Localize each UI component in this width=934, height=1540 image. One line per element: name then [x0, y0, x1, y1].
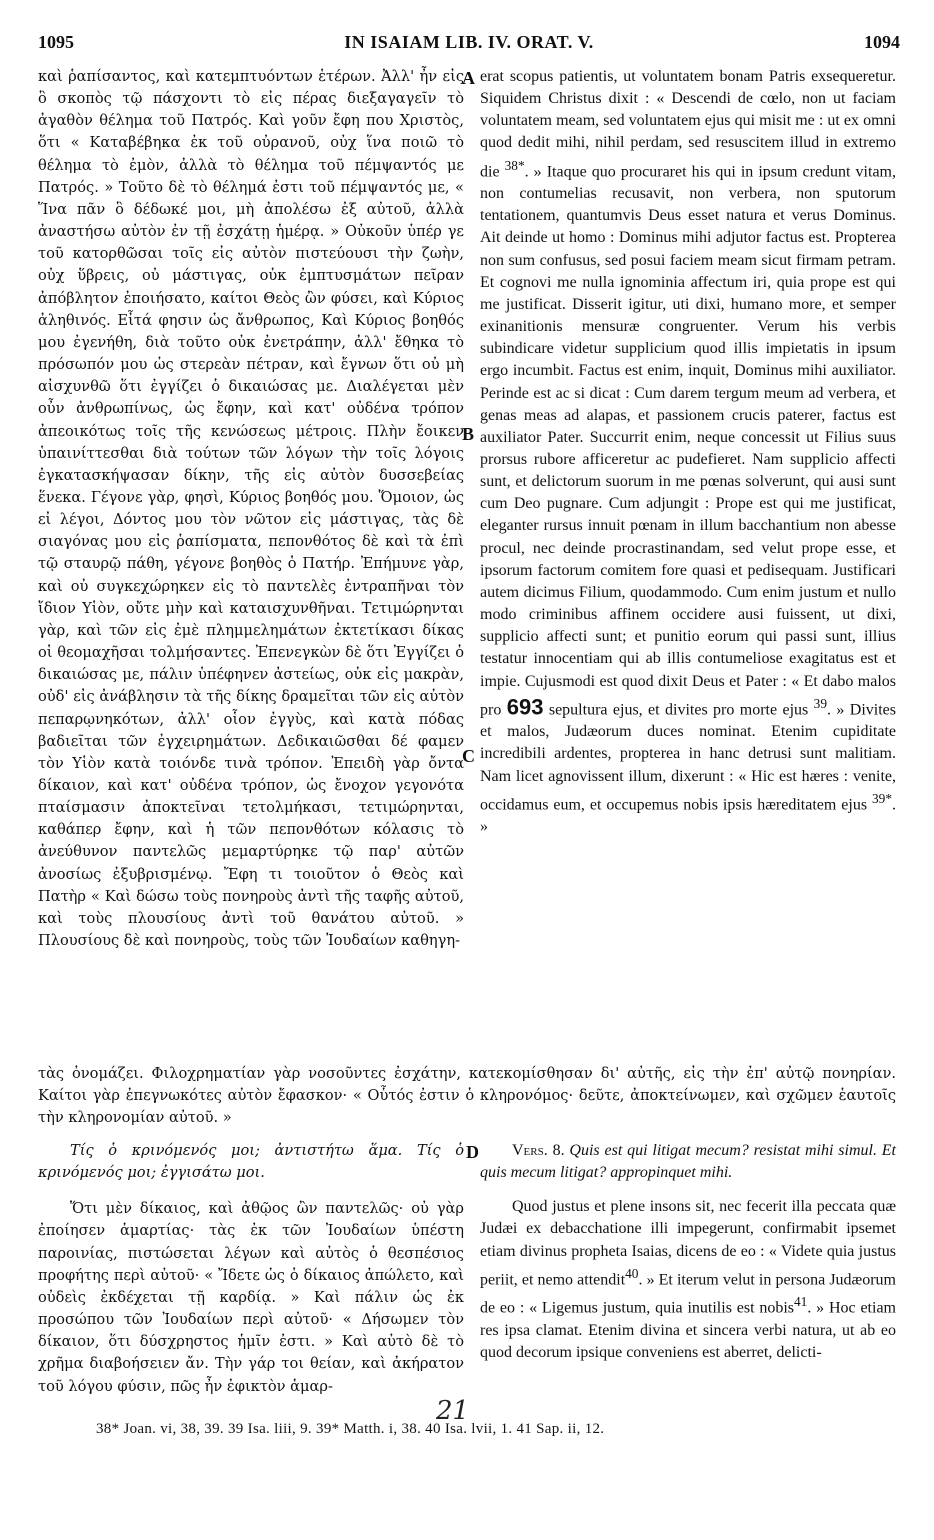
verse-number: Vers. 8. — [512, 1142, 565, 1159]
margin-letter-a: A — [462, 68, 475, 88]
handwritten-page-note: 21 — [436, 1396, 470, 1426]
greek-text-bottom: Ὅτι μὲν δίκαιος, καὶ ἀθῷος ὢν παντελῶς· οὐ γὰρ ἐποίησεν ἁμαρτίας· τὰς ἐκ τῶν Ἰουδαίων ὑπέστη παροινίας, πιστώσεται λέγων καὶ αὐτὸς ὁ θεσπέσιος προφήτης περὶ αὐτοῦ· « Ἴδετε ὡς ὁ δίκαιος ἀπώλετο, καὶ οὐδεὶς ἐκδέχεται τῇ καρδίᾳ. » Καὶ πάλιν ὡς ἐκ προσώπου τῶν Ἰουδαίων περὶ αὐτοῦ· « Δήσωμεν τὸν δίκαιον, ὅτι δύσχρηστος ἡμῖν ἐστι. » Καὶ αὐτὸ δὲ τὸ χρῆμα διαβοήσειεν ἄν. Τὴν γάρ τοι θείαν, καὶ ἀκήρατον τοῦ λόγου φύσιν, πῶς ἦν ἐφικτὸν ἁμαρ- — [38, 1200, 464, 1395]
greek-text-full: τὰς ὀνομάζει. Φιλοχρηματίαν γὰρ νοσοῦντες ἐσχάτην, κατεκομίσθησαν δι' αὐτῆς, εἰς τὴν ἐπ' αὐτῷ πονηρίαν. Καίτοι γὰρ ἐπεγνωκότες αὐτὸν ἔφασκον· « Οὗτός ἐστιν ὁ κληρονόμος· δεῦτε, ἀποκτείνωμεν, καὶ σχῶμεν ἑαυτοῖς τὴν κληρονομίαν αὐτοῦ. » — [38, 1064, 896, 1126]
latin-text-bottom-part-a: Quod justus et plene insons sit, nec fecerit illa peccata quæ Judæi ex debacchatione illi impegerunt, confirmabit ipsemet etiam divinus propheta Isaias, dicens de eo : « Videte quia justus periit, et nemo attendit — [480, 1198, 896, 1289]
column-number-right: 1094 — [864, 32, 900, 52]
latin-text-bottom-part-c: . » Hoc etiam res ipsa clamat. Etenim divina et sincera verbi natura, ut ab eo quod decorum ipsique conveniens est aberret, delicti- — [480, 1299, 896, 1361]
latin-column-top — [480, 66, 896, 838]
latin-column-bottom — [480, 1140, 896, 1364]
greek-verse-lemma: Τίς ὁ κρινόμενός μοι; ἀντιστήτω ἅμα. Τίς ὁ κρινόμενός μοι; ἐγγισάτω μοι. — [38, 1142, 464, 1182]
column-marker: 693 — [506, 694, 544, 720]
latin-text-top-part-c: sepultura ejus, et divites pro morte ejus — [543, 701, 814, 719]
footnote-ref: 41 — [794, 1294, 808, 1310]
footnote-ref: 39* — [872, 790, 892, 806]
latin-verse-line — [480, 1140, 896, 1184]
greek-column-bottom — [38, 1140, 464, 1398]
latin-text-top-part-d: . » Divites et malos, Judæorum duces nominat. Etenim cupiditate incredibili ardentes, propterea in hanc detrusi sunt malitiam. Nam licet agnovissent illum, dixerunt : « Hic est hæres : venite, occidamus eum, et occupemus nobis ipsis hæreditatem ejus — [480, 701, 897, 813]
margin-letter-c: C — [462, 746, 475, 766]
latin-text-top-part-a: erat scopus patientis, ut voluntatem bonam Patris exsequeretur. Siquidem Christus dixit : « Descendi de cœlo, non ut faciam voluntatem meam, sed voluntatem ejus qui misit me : ut ex omni quod dedit mihi, nihil perdam, sed resuscitem illud in extremo die — [480, 68, 896, 180]
footnotes: 38* Joan. vi, 38, 39. 39 Isa. liii, 9. 39* Matth. i, 38. 40 Isa. lvii, 1. 41 Sap. ii, 12. — [96, 1421, 605, 1437]
page-title: IN ISAIAM LIB. IV. ORAT. V. — [344, 32, 594, 52]
footnote-ref: 39 — [813, 695, 827, 711]
latin-text-bottom — [480, 1196, 896, 1364]
latin-verse-lemma: Quis est qui litigat mecum? resistat mihi simul. Et quis mecum litigat? appropinquet mihi. — [480, 1142, 897, 1182]
latin-text-top — [480, 66, 896, 838]
latin-text-bottom-part-b: . » Et iterum velut in persona Judæorum de eo : « Ligemus justum, quia inutilis est nobis — [480, 1271, 896, 1317]
greek-text-top: καὶ ῥαπίσαντος, καὶ κατεμπτυόντων ἑτέρων. Ἀλλ' ἦν εἰς ὃ σκοπὸς τῷ πάσχοντι τὸ εἰς πέρας διεξαγαγεῖν τὸ ἀγαθὸν θέλημα τοῦ Πατρός. Καὶ γοῦν ἔφη που Χριστὸς, ὅτι « Καταβέβηκα ἐκ τοῦ οὐρανοῦ, οὐχ ἵνα ποιῶ τὸ θέλημα τὸ ἐμὸν, ἀλλὰ τὸ θέλημα τοῦ πέμψαντός με Πατρός. » Τοῦτο δὲ τὸ θέλημά ἐστι τοῦ πέμψαντός με, « Ἵνα πᾶν ὃ δέδωκέ μοι, μὴ ἀπολέσω ἐξ αὐτοῦ, ἀλλὰ ἀναστήσω αὐτὸν ἐν τῇ ἐσχάτῃ ἡμέρᾳ. » Οὐκοῦν ὑπέρ γε τοῦ κατορθῶσαι τοῖς εἰς αὐτὸν πιστεύουσι τὴν ζωὴν, οὐχ ὕβρεις, οὐ μάστιγας, οὐκ ἐμπτυσμάτων πεῖραν ἀπόβλητον ἐποιήσατο, καίτοι Θεὸς ὢν φύσει, καὶ Κύριος ἀληθινός. Εἶτά φησιν ὡς ἄνθρωπος, Καὶ Κύριος βοηθός μου ἐγενήθη, διὰ τοῦτο οὐκ ἐνετράπην, ἀλλ' ἔθηκα τὸ πρόσωπόν μου ὡς στερεὰν πέτραν, καὶ ἔγνων ὅτι οὐ μὴ αἰσχυνθῶ ὅτι ἐγγίζει ὁ δικαιώσας με. Διαλέγεται μὲν οὖν ἀνθρωπίνως, ὡς ἔφην, καὶ κατ' οὐδένα τρόπον ἀπεοικότως τοῖς τῆς κενώσεως μέτροις. Πλὴν ἔοικεν ὑπαινίττεσθαι διὰ τούτων τῶν λόγων τὴν τοῖς λόγοις ἐγκατασκήψασαν δίκην, τῆς εἰς αὐτὸν δυσσεβείας ἕνεκα. Γέγονε γὰρ, φησὶ, Κύριος βοηθός μου. Ὅμοιον, ὡς εἰ λέγοι, Δόντος μου τὸν νῶτον εἰς μάστιγας, τὰς δὲ σιαγόνας μου εἰς ῥαπίσματα, πεπονθότος δὲ καὶ τὰ ἐπὶ τῷ σταυρῷ πάθη, γέγονε βοηθὸς ὁ Πατήρ. Ἐπήμυνε γὰρ, καὶ οὐ συγκεχώρηκεν εἰς τὸ παντελὲς ἐντραπῆναι τὸν ἴδιον Υἱὸν, οὔτε μὴν καὶ καταισχυνθῆναι. Τετιμώρηνται γὰρ, καὶ τῶν εἰς ἐμὲ πλημμελημάτων ἐκτετίκασι δίκας οἱ θεομαχῆσαι τολμήσαντες. Ἐπενεγκὼν δὲ ὅτι Ἐγγίζει ὁ δικαιώσας με, πάλιν ὑπέφηνεν ἀστείως, οὐκ εἰς μακρὰν, οὐδ' εἰς ἀνάβλησιν τὰ τῆς δίκης δραμεῖται τῶν εἰς αὐτὸν πεπαρῳνηκότων, ἀλλ' οἷον ἐγγὺς, καὶ κατὰ πόδας βαδιεῖται τῶν ἐγχειρημάτων. Δεδικαιῶσθαι δέ φαμεν τὸν Υἱὸν κατὰ τοιόνδε τινὰ τρόπον. Ἐπειδὴ γὰρ ὄντα δίκαιον, καὶ κατ' οὐδένα τρόπον, ὡς ἔνοχον γεγονότα πταίσμασιν ἀποκτεῖναι τετολμήκασι, τετιμώρηνται, καθάπερ ἔφην, καὶ ἡ τῶν πεπονθότων κόλασις τὸ ἀνεύθυνον παντελῶς μεμαρτύρηκε τῷ παρ' αὐτῶν ἀνοσίως ἐξυβρισμένῳ. Ἔφη τι τοιοῦτον ὁ Θεὸς καὶ Πατὴρ « Καὶ δώσω τοὺς πονηροὺς ἀντὶ τῆς ταφῆς αὐτοῦ, καὶ τοὺς πλουσίους ἀντὶ τοῦ θανάτου αὐτοῦ. » Πλουσίους δὲ καὶ πονηροὺς, τοὺς τῶν Ἰουδαίων καθηγη- — [38, 68, 464, 950]
latin-text-top-part-e: . » — [480, 795, 896, 836]
footnote-ref: 40 — [625, 1265, 639, 1281]
greek-full-width-text — [38, 1048, 896, 1144]
margin-letter-d: D — [466, 1142, 479, 1162]
margin-letter-b: B — [462, 424, 475, 444]
running-head — [38, 32, 900, 56]
column-number-left: 1095 — [38, 32, 74, 52]
latin-text-top-part-b: . » Itaque quo procuraret his qui in ipsum credunt vitam, non contumelias recusavit, non verbera, non sputorum tentationem, quantumvis Deus esset natura et verus Dominus. Ait deinde ut homo : Dominus mihi adjutor factus est. Propterea non sum confusus, sed posui faciem meam sicut firmam petram. Et cognovi me nulla ignominia affectum iri, quia prope est qui me justificat. Disserit igitur, uti dixi, humano more, et semper exinanitionis mensuræ congruenter. Verum his verbis subindicare videtur supplicium quod illis impietatis in ipsum ergo incumbit. Factus est enim, inquit, Dominus mihi auxiliator. Perinde est ac si dicat : Cum darem tergum meum ad verbera, et genas meas ad alapas, et passionem crucis paterer, factus est auxiliator Pater. Succurrit enim, neque concessit ut Filius suus prorsus rubore afficeretur ac pudefieret. Nam supplicio affecti sunt, et delictorum suorum in me pœnas solverunt, qui ausi sunt cum Deo pugnare. Cum adjungit : Prope est qui me justificat, eleganter rursus innuit pœnam in illum bacchantium non abesse procul, nec deinde procrastinandam, sed velut prope esse, et ipsorum factorum comitem fore quasi et pedisequam. Justificari autem dicimus Filium, quodammodo. Cum enim justum et nullo modo criminibus affinem occidere ausi fuissent, ut dixi, supplicio affecti sunt; et punitio eorum qui passi sunt, illius testatur innocentiam qui ab illis contumeliose exagitatus est et impie. Cujusmodi est quod dixit Deus et Pater : « Et dabo malos pro — [480, 162, 896, 719]
footnote-ref: 38* — [504, 157, 525, 173]
greek-column-top — [38, 66, 464, 952]
